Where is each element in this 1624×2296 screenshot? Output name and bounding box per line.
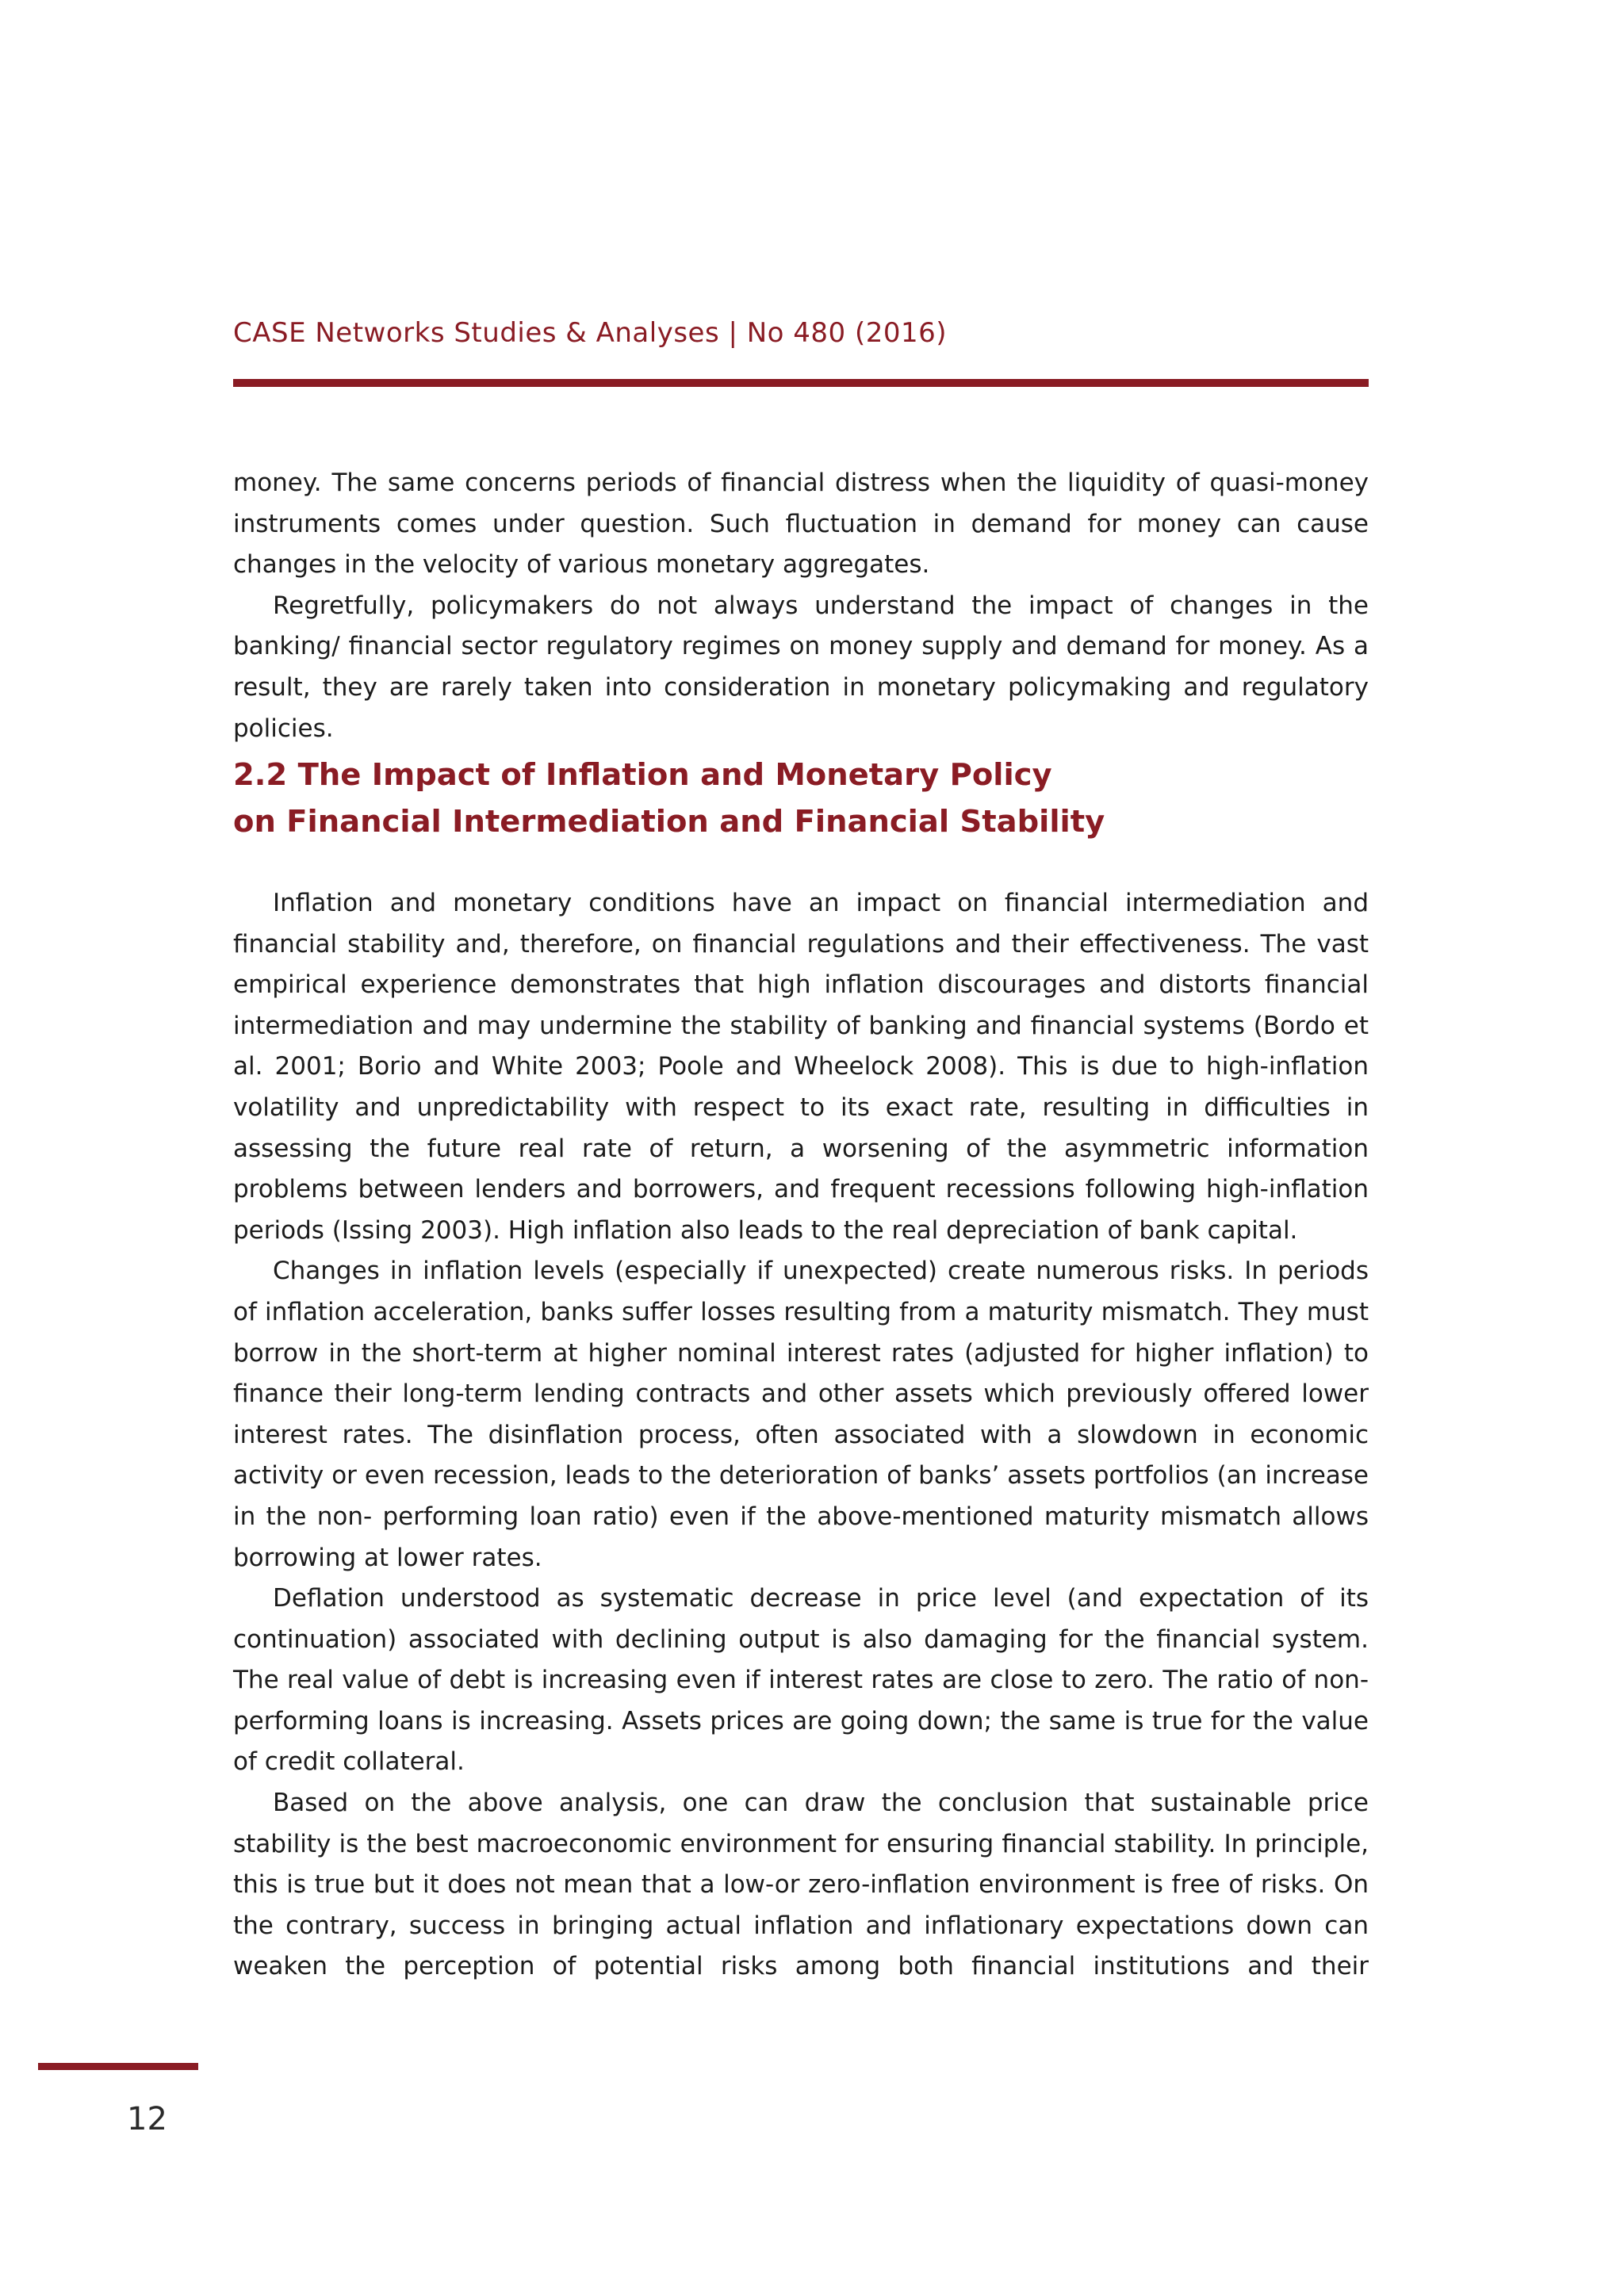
page-number: 12 (127, 2101, 167, 2137)
intro-paragraph-1: money. The same concerns periods of financial distress when the liquidity of quasi-money instruments comes under question. Such fluctuation in demand for money can cause changes in the velocity of various monetary aggregates. (233, 469, 1369, 580)
running-header: CASE Networks Studies & Analyses | No 480 (2016) (233, 317, 948, 349)
section-heading-line-1: 2.2 The Impact of Inflation and Monetary Policy (233, 757, 1052, 793)
section-paragraph-3: Deflation understood as systematic decrease in price level (and expectation of its continuation) associated with declining output is also damaging for the financial system. The real value of debt is increasing even if interest rates are close to zero. The ratio of non-performing loans is increasing. Assets prices are going down; the same is true for the value of credit collateral. (233, 1584, 1369, 1777)
section-paragraph-2: Changes in inflation levels (especially if unexpected) create numerous risks. In periods of inflation acceleration, banks suffer losses resulting from a maturity mismatch. They must borrow in the short-term at higher nominal interest rates (adjusted for higher inflation) to finance their long-term lending contracts and other assets which previously offered lower interest rates. The disinflation process, often associated with a slowdown in economic activity or even recession, leads to the deterioration of banks’ assets portfolios (an increase in the non- performing loan ratio) even if the above-mentioned maturity mismatch allows borrowing at lower rates. (233, 1257, 1369, 1572)
intro-paragraph-2: Regretfully, policymakers do not always understand the impact of changes in the banking/ financial sector regulatory regimes on money supply and demand for money. As a result, they are rarely taken into consideration in monetary policymaking and regulatory policies. (233, 591, 1369, 743)
section-paragraph-4: Based on the above analysis, one can draw the conclusion that sustainable price stability is the best macroeconomic environment for ensuring financial stability. In principle, this is true but it does not mean that a low-or zero-inflation environment is free of risks. On the contrary, success in bringing actual inflation and inflationary expectations down can weaken the perception of potential risks among both financial institutions and their (233, 1789, 1369, 1981)
section-text-block (233, 883, 1369, 1988)
footer-rule (38, 2063, 198, 2070)
header-rule (233, 379, 1369, 387)
section-heading (233, 752, 1369, 845)
intro-text-block (233, 463, 1369, 749)
section-paragraph-1: Inflation and monetary conditions have an impact on financial intermediation and financial stability and, therefore, on financial regulations and their effectiveness. The vast empirical experience demonstrates that high inflation discourages and distorts financial intermediation and may undermine the stability of banking and financial systems (Bordo et al. 2001; Borio and White 2003; Poole and Wheelock 2008). This is due to high-inflation volatility and unpredictability with respect to its exact rate, resulting in difficulties in assessing the future real rate of return, a worsening of the asymmetric information problems between lenders and borrowers, and frequent recessions following high-inflation periods (Issing 2003). High inflation also leads to the real depreciation of bank capital. (233, 889, 1369, 1245)
section-heading-line-2: on Financial Intermediation and Financial Stability (233, 804, 1105, 840)
